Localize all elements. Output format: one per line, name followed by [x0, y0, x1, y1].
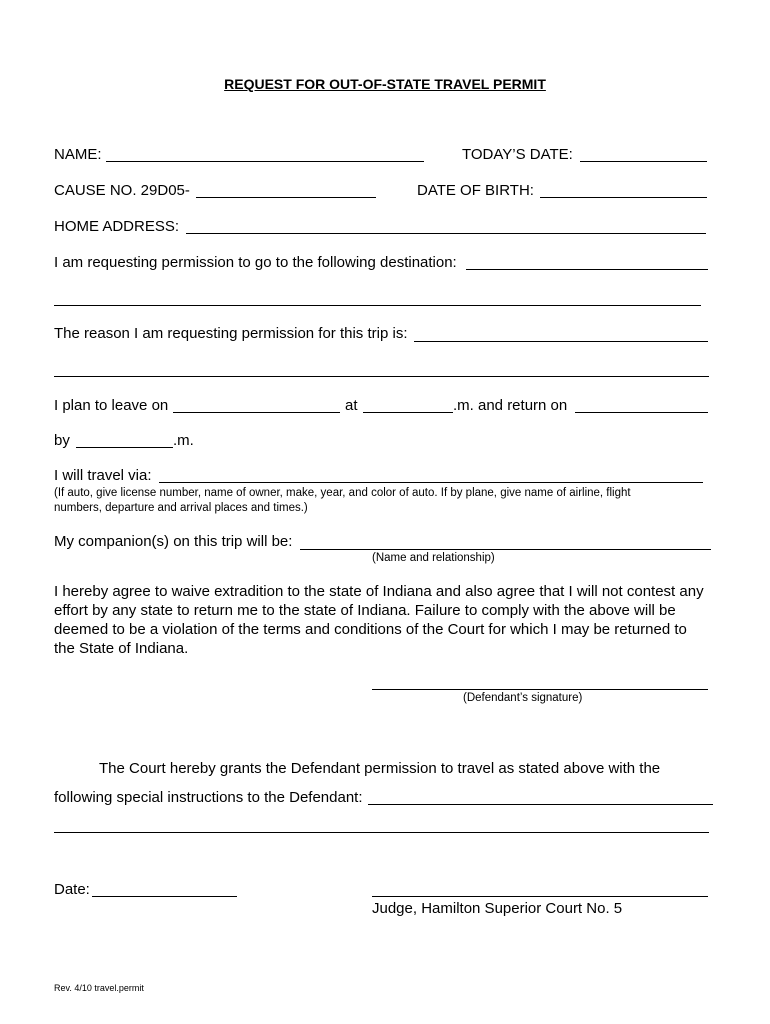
- destination-field[interactable]: [466, 269, 708, 270]
- form-title: REQUEST FOR OUT-OF-STATE TRAVEL PERMIT: [224, 76, 546, 92]
- companions-field[interactable]: [300, 549, 711, 550]
- travel-via-field[interactable]: [159, 482, 703, 483]
- home-address-field[interactable]: [186, 233, 706, 234]
- agreement-line-4: the State of Indiana.: [54, 640, 189, 657]
- court-grant-line-1: The Court hereby grants the Defendant permission to travel as stated above with the: [99, 760, 661, 777]
- defendant-signature-label: (Defendant’s signature): [463, 692, 583, 704]
- by-label: by: [54, 432, 70, 449]
- judge-signature-field[interactable]: [372, 896, 708, 897]
- destination-field-line-2[interactable]: [54, 305, 701, 306]
- special-instructions-field-line-2[interactable]: [54, 832, 709, 833]
- agreement-line-3: deemed to be a violation of the terms and conditions of the Court for which I may be returned to: [54, 621, 687, 638]
- date-label: Date:: [54, 881, 90, 898]
- reason-field[interactable]: [414, 341, 708, 342]
- m-and-return-label: .m. and return on: [453, 397, 568, 414]
- cause-no-label: CAUSE NO. 29D05-: [54, 182, 190, 199]
- return-date-field[interactable]: [575, 412, 708, 413]
- reason-label: The reason I am requesting permission for this trip is:: [54, 325, 408, 342]
- destination-label: I am requesting permission to go to the following destination:: [54, 254, 457, 271]
- date-of-birth-field[interactable]: [540, 197, 707, 198]
- judge-label: Judge, Hamilton Superior Court No. 5: [372, 900, 623, 917]
- at-label: at: [345, 397, 358, 414]
- footer-revision: Rev. 4/10 travel.permit: [54, 983, 144, 993]
- home-address-label: HOME ADDRESS:: [54, 218, 180, 235]
- date-of-birth-label: DATE OF BIRTH:: [417, 182, 534, 199]
- travel-via-label: I will travel via:: [54, 467, 152, 484]
- name-label: NAME:: [54, 146, 102, 163]
- cause-no-field[interactable]: [196, 197, 376, 198]
- travel-via-note-2: numbers, departure and arrival places and times.): [54, 502, 308, 514]
- todays-date-label: TODAY’S DATE:: [462, 146, 573, 163]
- agreement-line-1: I hereby agree to waive extradition to the state of Indiana and also agree that I will not contest any: [54, 583, 704, 600]
- companions-label: My companion(s) on this trip will be:: [54, 533, 293, 550]
- m-label: .m.: [173, 432, 194, 449]
- return-time-field[interactable]: [76, 447, 173, 448]
- defendant-signature-field[interactable]: [372, 689, 708, 690]
- leave-time-field[interactable]: [363, 412, 453, 413]
- companions-note: (Name and relationship): [372, 552, 495, 564]
- leave-date-field[interactable]: [173, 412, 340, 413]
- name-field[interactable]: [106, 161, 424, 162]
- court-grant-line-2: following special instructions to the Defendant:: [54, 789, 363, 806]
- todays-date-field[interactable]: [580, 161, 707, 162]
- leave-on-label: I plan to leave on: [54, 397, 169, 414]
- date-field[interactable]: [92, 896, 237, 897]
- special-instructions-field[interactable]: [368, 804, 713, 805]
- travel-via-note: (If auto, give license number, name of owner, make, year, and color of auto. If by plane, give name of airline, flight: [54, 487, 631, 499]
- reason-field-line-2[interactable]: [54, 376, 709, 377]
- agreement-line-2: effort by any state to return me to the state of Indiana. Failure to comply with the above will be: [54, 602, 676, 619]
